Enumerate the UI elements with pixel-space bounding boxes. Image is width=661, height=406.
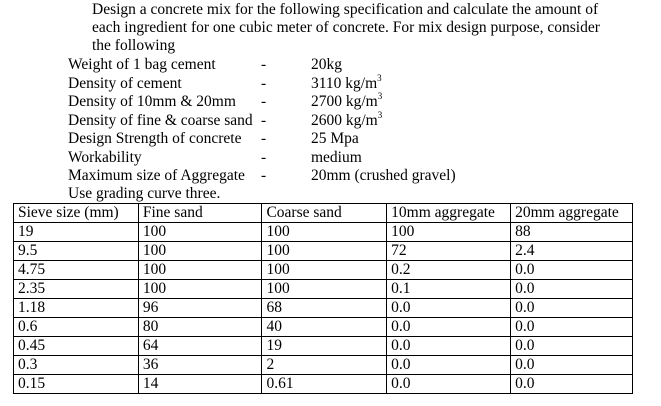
table-header-row xyxy=(14,204,633,223)
table-cell: 100 xyxy=(138,242,262,261)
column-header: Coarse sand xyxy=(262,204,387,223)
spec-label: Density of cement xyxy=(68,74,182,92)
table-cell: 0.2 xyxy=(387,261,511,280)
table-cell: 80 xyxy=(138,318,262,337)
table-row xyxy=(14,356,633,375)
table-cell: 0.0 xyxy=(511,337,633,356)
table-cell: 88 xyxy=(511,223,633,242)
spec-value: 20kg xyxy=(311,56,342,73)
problem-line: the following xyxy=(92,37,176,54)
spec-value: 20mm (crushed gravel) xyxy=(311,167,456,184)
column-header: 20mm aggregate xyxy=(511,204,633,223)
table-cell: 100 xyxy=(387,223,511,242)
table-row xyxy=(14,261,633,280)
table-cell: 0.3 xyxy=(14,356,139,375)
column-header: Sieve size (mm) xyxy=(14,204,139,223)
table-cell: 14 xyxy=(138,375,262,394)
table-cell: 100 xyxy=(262,242,387,261)
table-cell: 0.0 xyxy=(511,318,633,337)
table-cell: 0.0 xyxy=(511,280,633,299)
spec-separator: - xyxy=(261,56,267,73)
table-cell: 0.61 xyxy=(262,375,387,394)
grading-note: Use grading curve three. xyxy=(68,185,221,202)
spec-separator: - xyxy=(261,148,267,166)
table-cell: 0.6 xyxy=(14,318,139,337)
table-cell: 40 xyxy=(262,318,387,337)
spec-label: Density of 10mm & 20mm xyxy=(68,93,236,110)
spec-separator: - xyxy=(261,167,267,184)
table-cell: 2.35 xyxy=(14,280,139,299)
spec-separator: - xyxy=(261,74,267,92)
spec-label: Workability xyxy=(68,148,142,166)
table-cell: 1.18 xyxy=(14,299,139,318)
table-cell: 72 xyxy=(387,242,511,261)
table-row xyxy=(14,280,633,299)
problem-line: each ingredient for one cubic meter of concrete. For mix design purpose, consider xyxy=(92,19,600,36)
table-cell: 0.15 xyxy=(14,375,139,394)
grading-table xyxy=(13,203,633,394)
spec-value: 25 Mpa xyxy=(311,130,359,147)
table-cell: 0.45 xyxy=(14,337,139,356)
table-cell: 9.5 xyxy=(14,242,139,261)
table-cell: 0.0 xyxy=(511,261,633,280)
table-cell: 0.0 xyxy=(511,375,633,394)
spec-value: 2600 $kg/m^3$ xyxy=(311,109,383,129)
spec-value: 3110 $kg/m^3$ xyxy=(311,72,382,92)
spec-separator: - xyxy=(261,130,267,147)
spec-value: 2700 $kg/m^3$ xyxy=(311,91,383,110)
spec-label: Density of fine & coarse sand xyxy=(68,111,253,129)
table-cell: 0.0 xyxy=(387,299,511,318)
spec-label: Maximum size of Aggregate xyxy=(68,167,245,184)
spec-separator: - xyxy=(261,93,267,110)
column-header: 10mm aggregate xyxy=(387,204,511,223)
table-cell: 100 xyxy=(138,280,262,299)
spec-label: Weight of 1 bag cement xyxy=(68,56,216,73)
table-cell: 100 xyxy=(262,261,387,280)
table-cell: 0.1 xyxy=(387,280,511,299)
table-cell: 96 xyxy=(138,299,262,318)
spec-value: medium xyxy=(311,148,362,166)
table-row xyxy=(14,318,633,337)
table-cell: 36 xyxy=(138,356,262,375)
table-cell: 100 xyxy=(262,280,387,299)
table-row xyxy=(14,299,633,318)
table-cell: 2.4 xyxy=(511,242,633,261)
table-cell: 0.0 xyxy=(511,299,633,318)
table-cell: 100 xyxy=(138,223,262,242)
table-cell: 100 xyxy=(262,223,387,242)
problem-line: Design a concrete mix for the following specification and calculate the amount of xyxy=(92,1,599,18)
table-row xyxy=(14,375,633,394)
table-cell: 0.0 xyxy=(387,337,511,356)
table-cell: 68 xyxy=(262,299,387,318)
table-cell: 19 xyxy=(262,337,387,356)
table-cell: 0.0 xyxy=(387,375,511,394)
table-cell: 64 xyxy=(138,337,262,356)
column-header: Fine sand xyxy=(138,204,262,223)
table-row xyxy=(14,223,633,242)
spec-label: Design Strength of concrete xyxy=(68,130,242,147)
table-cell: 2 xyxy=(262,356,387,375)
table-row xyxy=(14,337,633,356)
table-cell: 0.0 xyxy=(511,356,633,375)
table-row xyxy=(14,242,633,261)
table-cell: 100 xyxy=(138,261,262,280)
spec-separator: - xyxy=(261,111,267,129)
problem-statement xyxy=(92,1,632,55)
table-cell: 19 xyxy=(14,223,139,242)
table-cell: 4.75 xyxy=(14,261,139,280)
table-cell: 0.0 xyxy=(387,356,511,375)
table-cell: 0.0 xyxy=(387,318,511,337)
